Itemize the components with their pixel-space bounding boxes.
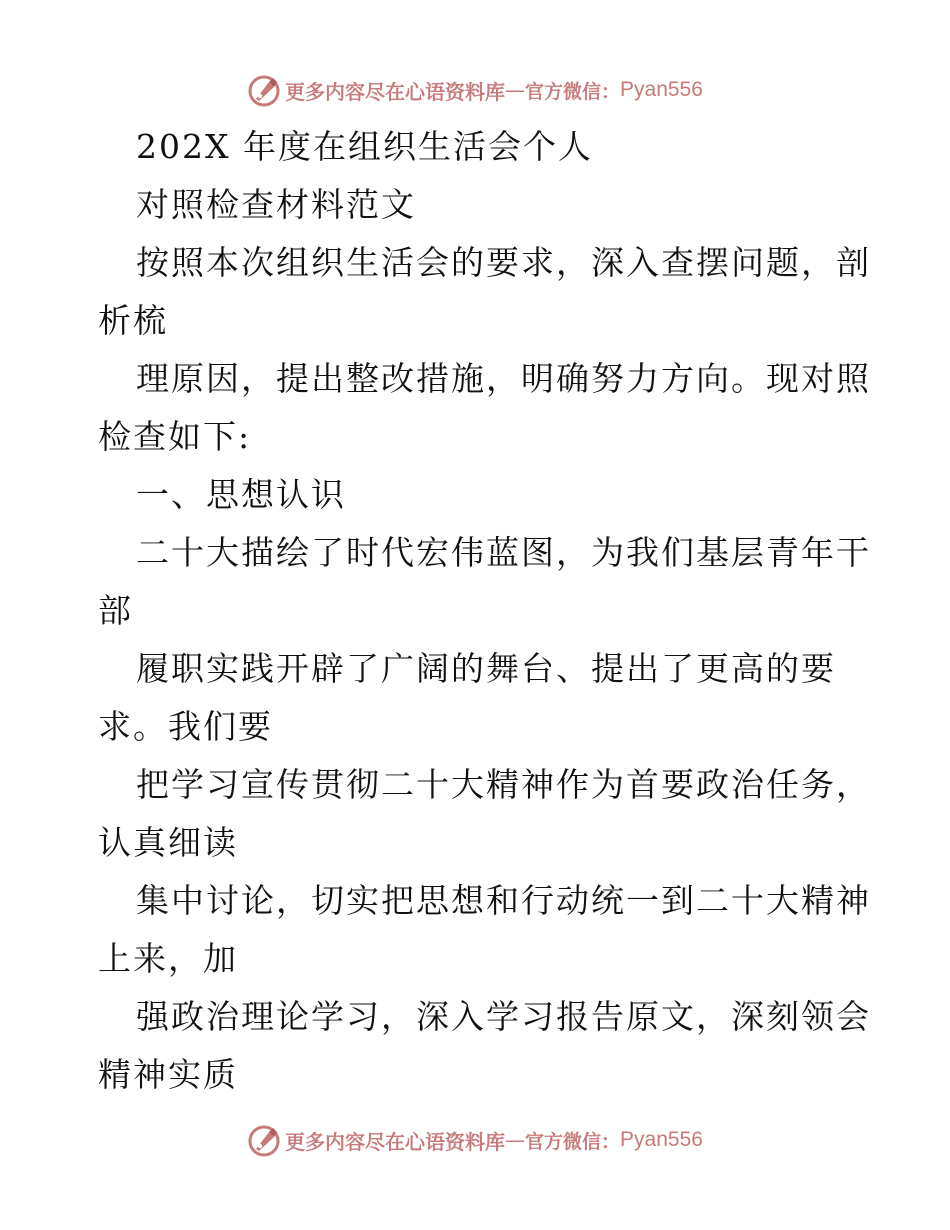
paragraph-line: 集中讨论，切实把思想和行动统一到二十大精神 — [136, 881, 871, 920]
doc-title-line-1: 202X 年度在组织生活会个人 — [136, 127, 593, 166]
section-heading: 一、思想认识 — [136, 475, 346, 514]
header-watermark-banner — [0, 70, 950, 110]
paragraph-line: 检查如下: — [98, 417, 252, 456]
paragraph-line: 强政治理论学习，深入学习报告原文，深刻领会 — [136, 997, 871, 1036]
paragraph-line: 把学习宣传贯彻二十大精神作为首要政治任务， — [136, 765, 871, 804]
paragraph-line: 析梳 — [98, 301, 168, 340]
paragraph-line: 理原因，提出整改措施，明确努力方向。现对照 — [136, 359, 871, 398]
paragraph-line: 上来，加 — [98, 939, 238, 978]
paragraph-line: 部 — [98, 591, 133, 630]
doc-title-line-2: 对照检查材料范文 — [136, 185, 416, 224]
paragraph-line: 求。我们要 — [98, 707, 273, 746]
footer-watermark-banner — [0, 1120, 950, 1160]
pen-nib-logo-icon — [247, 73, 281, 107]
paragraph-line: 履职实践开辟了广阔的舞台、提出了更高的要 — [136, 649, 836, 688]
paragraph-line: 按照本次组织生活会的要求，深入查摆问题，剖 — [136, 243, 871, 282]
banner-separator: — — [505, 1128, 526, 1152]
paragraph-line: 二十大描绘了时代宏伟蓝图，为我们基层青年干 — [136, 533, 871, 572]
document-body — [98, 118, 871, 1104]
paragraph-line: 精神实质 — [98, 1055, 238, 1094]
pen-nib-logo-icon — [247, 1123, 281, 1157]
banner-main-text: 更多内容尽在心语资料库 — [285, 1129, 506, 1154]
paragraph-line: 认真细读 — [98, 823, 238, 862]
banner-wechat-label: 官方微信： — [525, 80, 621, 103]
banner-wechat-id: Pyan556 — [620, 78, 703, 101]
banner-wechat-label: 官方微信： — [525, 1130, 621, 1153]
banner-separator: — — [505, 78, 526, 102]
banner-main-text: 更多内容尽在心语资料库 — [285, 79, 506, 104]
banner-wechat-id: Pyan556 — [620, 1128, 703, 1151]
